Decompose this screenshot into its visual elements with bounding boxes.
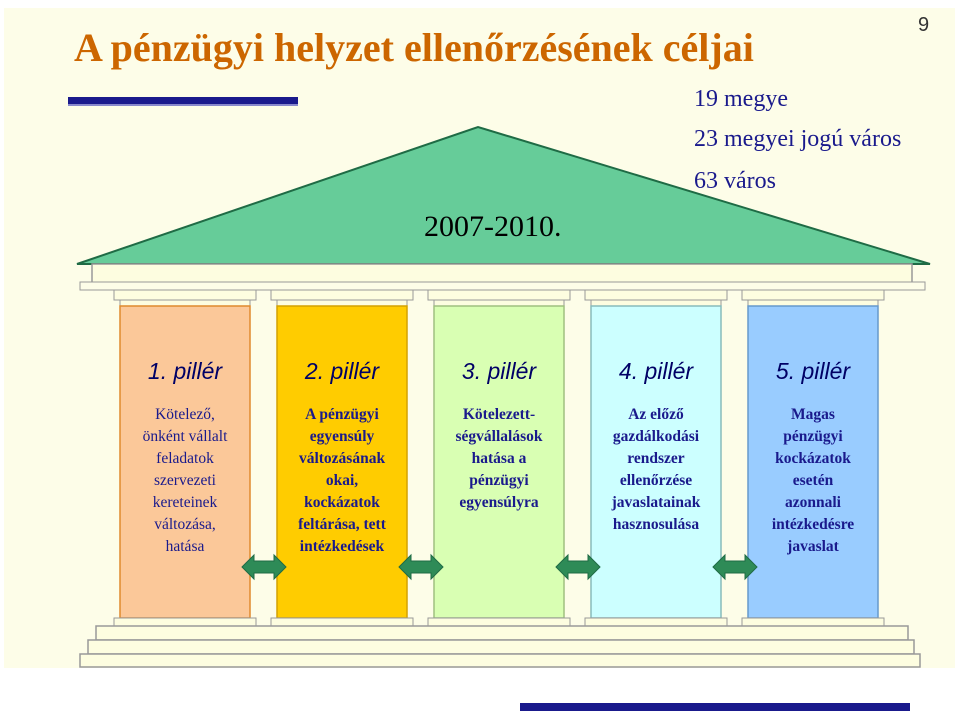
info-line-counties: 19 megye: [694, 86, 788, 112]
step-middle: [88, 640, 914, 654]
pillar-2-text: A pénzügyi egyensúly változásának okai, kockázatok feltárása, tett intézkedések: [298, 406, 386, 555]
info-line-towns: 63 város: [694, 168, 776, 194]
pillar-2-title: 2. pillér: [304, 358, 380, 384]
slide-title: A pénzügyi helyzet ellenőrzésének céljai: [74, 25, 754, 70]
pillar-4-title: 4. pillér: [618, 358, 694, 384]
step-bottom: [80, 654, 920, 667]
pillar-1-title: 1. pillér: [147, 358, 223, 384]
pillar-1-text: Kötelező, önként vállalt feladatok szervezeti kereteinek változása, hatása: [142, 406, 228, 555]
pillar-4-text: Az előző gazdálkodási rendszer ellenőrzése javaslatainak hasznosulása: [611, 406, 701, 533]
pillar-5-text: Magas pénzügyi kockázatok esetén azonnali intézkedésre javaslat: [771, 406, 855, 555]
info-line-county-towns: 23 megyei jogú város: [694, 126, 902, 152]
step-top: [96, 626, 908, 640]
period-label: 2007-2010.: [424, 210, 562, 243]
page-number: 9: [918, 14, 930, 36]
pillar-3-text: Kötelezett- ségvállalások hatása a pénzügyi egyensúlyra: [455, 406, 543, 511]
pillar-3-title: 3. pillér: [461, 358, 537, 384]
pillar-5-title: 5. pillér: [775, 358, 851, 384]
footer-bar: [520, 703, 910, 711]
